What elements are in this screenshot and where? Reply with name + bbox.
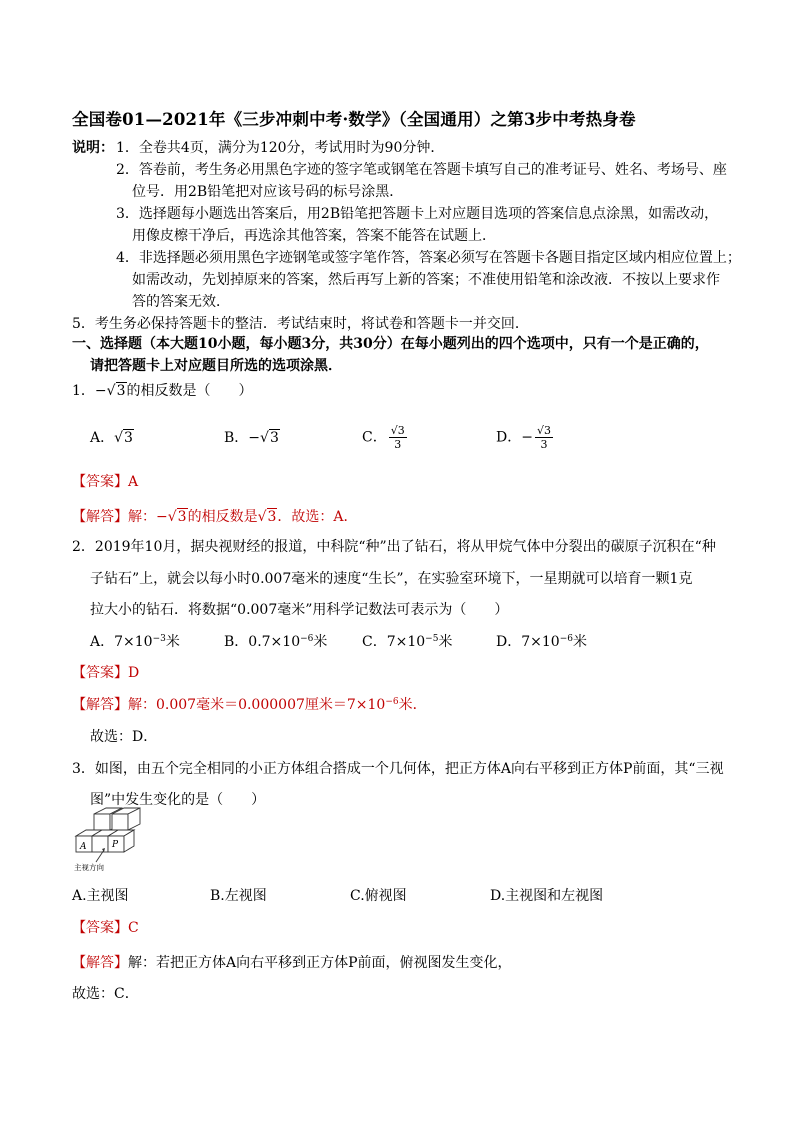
q3-conclusion: 故选：C． (72, 986, 139, 1002)
instruction-item: 3．选择题每小题选出答案后，用2B铅笔把答题卡上对应题目选项的答案信息点涂黑，如需改动， (116, 206, 719, 222)
q1-option-c: C． $\frac{√3}{3}$ (362, 424, 405, 451)
instruction-item: 用像皮檫干净后，再选涂其他答案，答案不能答在试题上． (132, 228, 496, 244)
q3-option-c: C.俯视图 (350, 888, 407, 904)
sqrt-symbol: √3 (257, 509, 277, 525)
instruction-item: 1．全卷共4页，满分为120分，考试用时为90分钟． (116, 140, 445, 156)
instruction-item: 2．答卷前，考生务必用黑色字迹的签字笔或钢笔在答题卡填写自己的准考证号、姓名、考场号、座 (116, 162, 727, 178)
q3-option-a: A.主视图 (72, 888, 129, 904)
q1-option-b: B．−√3 (224, 430, 279, 446)
cube-label-a: A (80, 842, 87, 852)
sqrt-symbol: √3 (106, 383, 126, 399)
q2-option-d: D．$7\times 10^{-6}$米 (496, 634, 587, 650)
q1-solution: 【解答】解：−√3的相反数是√3．故选：A． (72, 509, 358, 525)
q1-option-a: A．√3 (90, 430, 133, 446)
q1-answer: 【答案】A (72, 474, 139, 490)
sqrt-symbol: √3 (167, 509, 187, 525)
q2-option-b: B．$0.7\times 10^{-6}$米 (224, 634, 328, 650)
section-heading-cont: 请把答题卡上对应题目所选的选项涂黑． (90, 358, 342, 374)
sqrt-symbol: √3 (260, 430, 279, 446)
fraction: $\frac{√3}{3}$ (536, 424, 551, 451)
fraction: $\frac{√3}{3}$ (390, 424, 405, 451)
instruction-item: 答的答案无效． (132, 294, 230, 310)
sqrt-symbol: √3 (114, 430, 133, 446)
cube-figure (72, 806, 152, 872)
q2-solution: 【解答】解：0.007毫米＝0.000007厘米$=7\times 10^{-6}$米． (72, 697, 427, 713)
document-title: 全国卷01—2021年《三步冲刺中考·数学》（全国通用）之第3步中考热身卷 (72, 110, 636, 129)
section-heading: 一、选择题（本大题10小题，每小题3分，共30分）在每小题列出的四个选项中，只有一个是正确的， (72, 336, 709, 352)
q2-conclusion: 故选：D． (90, 729, 158, 745)
q2-option-a: A．$7\times 10^{-3}$米 (90, 634, 180, 650)
instruction-item: 4．非选择题必须用黑色字迹钢笔或签字笔作答，答案必须写在答题卡各题目指定区域内相应位置上； (116, 250, 741, 266)
q3-option-b: B.左视图 (210, 888, 267, 904)
q3-solution: 【解答】解：若把正方体A向右平移到正方体P前面，俯视图发生变化， (72, 955, 512, 971)
q2-option-c: C．$7\times 10^{-5}$米 (362, 634, 453, 650)
instruction-item: 如需改动，先划掉原来的答案，然后再写上新的答案；不准使用铅笔和涂改液．不按以上要求作 (132, 272, 720, 288)
view-direction-caption: 主视方向 (74, 863, 104, 872)
q3-option-d: D.主视图和左视图 (490, 888, 604, 904)
question-2-stem: 2．2019年10月，据央视财经的报道，中科院“种”出了钻石，将从甲烷气体中分裂出的碳原子沉积在“种 (72, 539, 716, 555)
cube-label-p: P (112, 840, 119, 850)
question-2-stem-cont: 子钻石”上，就会以每小时0.007毫米的速度“生长”，在实验室环境下，一星期就可以培育一颗1克 (90, 571, 693, 587)
cube-diagram (72, 806, 152, 872)
question-1-stem: 1．−√3的相反数是（ ） (72, 383, 253, 399)
instruction-item: 5．考生务必保持答题卡的整洁．考试结束时，将试卷和答题卡一并交回． (72, 316, 529, 332)
q3-answer: 【答案】C (72, 920, 139, 936)
question-3-stem: 3．如图，由五个完全相同的小正方体组合搭成一个几何体，把正方体A向右平移到正方体P前面，其“三视 (72, 761, 724, 777)
question-2-stem-cont: 拉大小的钻石．将数据“0.007毫米”用科学记数法可表示为（ ） (90, 602, 509, 618)
q2-answer: 【答案】D (72, 665, 140, 681)
instructions-label: 说明： (72, 140, 114, 156)
instruction-item: 位号．用2B铅笔把对应该号码的标号涂黑． (132, 184, 404, 200)
q1-option-d: D．− $\frac{√3}{3}$ (496, 424, 551, 451)
question-3-stem-cont: 图”中发生变化的是（ ） (90, 792, 266, 808)
